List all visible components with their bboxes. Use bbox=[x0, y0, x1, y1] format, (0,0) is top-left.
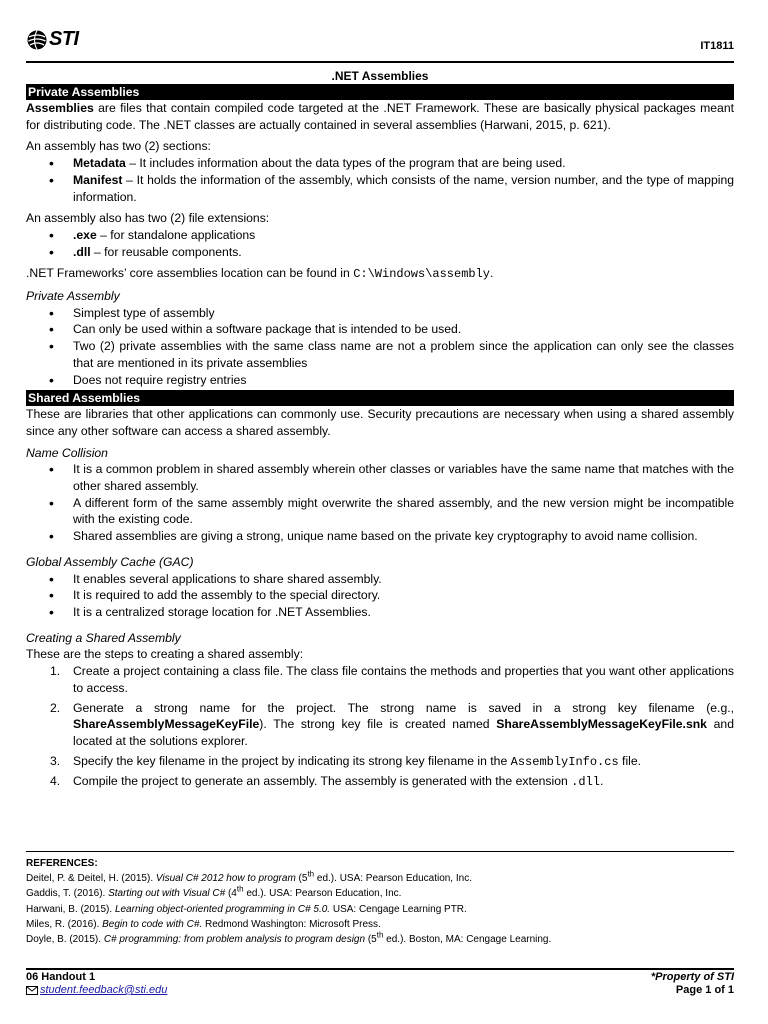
course-code: IT1811 bbox=[700, 40, 734, 52]
ref-text: (5 bbox=[295, 873, 308, 885]
item-desc: – for reusable components. bbox=[90, 244, 242, 259]
step-text: and located at the solutions explorer. bbox=[73, 717, 734, 748]
page-header bbox=[26, 24, 734, 62]
page-number: Page 1 of 1 bbox=[675, 984, 734, 996]
list-item: • It enables several applications to share shared assembly. bbox=[26, 571, 734, 588]
feedback-email-link[interactable]: student.feedback@sti.edu bbox=[40, 984, 168, 996]
ref-title: C# programming: from problem analysis to program design bbox=[103, 934, 366, 946]
item-desc: – It includes information about the data types of the program that are being used. bbox=[125, 156, 566, 171]
step-text: . bbox=[599, 774, 604, 789]
sections-lead: An assembly has two (2) sections: bbox=[26, 139, 211, 154]
step-text: Generate a strong name for the project. The strong name is saved in a strong key filename (e.g., bbox=[73, 700, 734, 715]
list-item: • It is required to add the assembly to the special directory. bbox=[26, 587, 734, 604]
property-label: *Property of STI bbox=[650, 971, 734, 983]
step-text: Create a project containing a class file. The class file contains the methods and properties that you want other applications to access. bbox=[73, 664, 734, 695]
creating-subtitle: Creating a Shared Assembly bbox=[26, 630, 181, 645]
ref-title: Learning object-oriented programming in C# 5.0. bbox=[114, 903, 331, 915]
item-term: Manifest bbox=[73, 172, 123, 187]
intro-bold-term: Assemblies bbox=[26, 101, 94, 115]
ref-author: Harwani, B. (2015). bbox=[26, 903, 115, 915]
name-collision-list bbox=[26, 461, 734, 545]
steps-list bbox=[26, 663, 734, 791]
ref-author: Doyle, B. (2015). bbox=[26, 934, 104, 946]
item-term: .dll bbox=[73, 244, 91, 259]
ref-title: Starting out with Visual C# bbox=[108, 888, 226, 900]
ref-text: USA: Cengage Learning PTR. bbox=[330, 903, 467, 915]
key-filename: ShareAssemblyMessageKeyFile bbox=[73, 717, 260, 732]
sections-list bbox=[26, 155, 734, 205]
ref-text: Redmond Washington: Microsoft Press. bbox=[202, 918, 381, 930]
ref-author: Miles, R. (2016). bbox=[26, 918, 103, 930]
list-item bbox=[26, 227, 734, 244]
location-text: .NET Frameworks’ core assemblies location can be found in bbox=[26, 266, 354, 281]
list-item: • It is a common problem in shared assembly wherein other classes or variables have the same name that matches with the other shared assembly. bbox=[26, 461, 734, 494]
intro-text: are files that contain compiled code targeted at the .NET Framework. These are basically physical packages meant for distributing code. The .NET classes are actually contained in several assemblies (Harwani, 2015, p. 621). bbox=[26, 101, 734, 132]
step-number: 1. bbox=[50, 664, 61, 679]
references-title: REFERENCES: bbox=[26, 858, 98, 869]
gac-subtitle: Global Assembly Cache (GAC) bbox=[26, 554, 194, 569]
header-rule bbox=[26, 61, 734, 63]
ref-text: ed.). Boston, MA: Cengage Learning. bbox=[383, 934, 552, 946]
list-item: • Simplest type of assembly bbox=[26, 305, 734, 322]
list-item: • Two (2) private assemblies with the same class name are not a problem since the application can only see the classes that are mentioned in its private assemblies bbox=[26, 338, 734, 371]
private-assembly-list bbox=[26, 305, 734, 389]
step-number: 3. bbox=[50, 753, 61, 768]
footer-right bbox=[651, 971, 734, 997]
reference-item bbox=[26, 871, 734, 886]
logo-text: STI bbox=[49, 28, 79, 50]
reference-item bbox=[26, 932, 734, 947]
section-heading-shared: Shared Assemblies bbox=[26, 390, 734, 406]
name-collision-subtitle: Name Collision bbox=[26, 445, 108, 460]
reference-item bbox=[26, 886, 734, 901]
code-filename: AssemblyInfo.cs bbox=[510, 754, 619, 769]
extensions-list bbox=[26, 227, 734, 260]
ref-sup: th bbox=[236, 885, 244, 895]
item-term: .exe bbox=[73, 227, 97, 242]
step-text: file. bbox=[618, 753, 642, 768]
step-text: ). The strong key file is created named bbox=[259, 717, 497, 732]
location-path: C:\Windows\assembly bbox=[353, 267, 491, 282]
list-item bbox=[26, 155, 734, 172]
list-item: • It is a centralized storage location for .NET Assemblies. bbox=[26, 604, 734, 621]
ref-author: Deitel, P. & Deitel, H. (2015). bbox=[26, 873, 156, 885]
footer-left bbox=[26, 971, 167, 997]
item-term: Metadata bbox=[73, 156, 126, 171]
ref-text: (5 bbox=[365, 934, 377, 946]
step-item bbox=[26, 753, 734, 771]
shared-intro: These are libraries that other applications can commonly use. Security precautions are necessary when using a shared assembly since any other software can access a shared assembly. bbox=[26, 407, 734, 438]
creating-lead: These are the steps to creating a shared assembly: bbox=[26, 647, 304, 662]
gac-list bbox=[26, 571, 734, 621]
handout-label: 06 Handout 1 bbox=[26, 971, 96, 983]
footer-rule bbox=[26, 968, 734, 970]
ref-text: ed.). USA: Pearson Education, Inc. bbox=[314, 873, 472, 885]
location-paragraph bbox=[26, 265, 734, 283]
step-item bbox=[26, 663, 734, 696]
document-page bbox=[26, 0, 734, 1024]
ref-title: Visual C# 2012 how to program bbox=[155, 873, 296, 885]
globe-icon bbox=[26, 29, 48, 51]
ref-text: ed.). USA: Pearson Education, Inc. bbox=[243, 888, 402, 900]
item-desc: – It holds the information of the assembly, which consists of the name, version number, and the type of mapping information. bbox=[73, 172, 734, 204]
references-rule bbox=[26, 851, 734, 852]
step-item bbox=[26, 773, 734, 791]
email-row bbox=[26, 984, 167, 997]
step-text: Compile the project to generate an assembly. The assembly is generated with the extension bbox=[73, 774, 572, 789]
extensions-lead: An assembly also has two (2) file extensions: bbox=[26, 211, 270, 226]
ref-author: Gaddis, T. (2016). bbox=[26, 888, 109, 900]
step-item bbox=[26, 700, 734, 750]
ref-text: (4 bbox=[225, 888, 237, 900]
list-item bbox=[26, 244, 734, 261]
ref-sup: th bbox=[376, 930, 384, 940]
mail-icon bbox=[26, 986, 38, 995]
step-number: 2. bbox=[50, 700, 61, 715]
list-item: • Does not require registry entries bbox=[26, 372, 734, 389]
item-desc: – for standalone applications bbox=[96, 227, 256, 242]
private-intro bbox=[26, 100, 734, 133]
step-number: 4. bbox=[50, 774, 61, 789]
document-title: .NET Assemblies bbox=[331, 69, 429, 83]
reference-item bbox=[26, 902, 734, 917]
list-item: • Shared assemblies are giving a strong, unique name based on the private key cryptography to avoid name collision. bbox=[26, 528, 734, 545]
code-extension: .dll bbox=[571, 775, 600, 790]
snk-filename: ShareAssemblyMessageKeyFile.snk bbox=[496, 717, 707, 732]
section-heading-private: Private Assemblies bbox=[26, 84, 734, 100]
list-item: • Can only be used within a software package that is intended to be used. bbox=[26, 321, 734, 338]
list-item: • A different form of the same assembly might overwrite the shared assembly, and the new version might be incompatible with the existing code. bbox=[26, 495, 734, 528]
step-text: Specify the key filename in the project by indicating its strong key filename in the bbox=[73, 753, 511, 768]
document-body bbox=[26, 68, 734, 794]
sti-logo bbox=[26, 28, 79, 51]
ref-sup: th bbox=[307, 869, 315, 879]
ref-title: Begin to code with C#. bbox=[102, 918, 203, 930]
private-assembly-subtitle: Private Assembly bbox=[26, 289, 120, 304]
location-end: . bbox=[490, 266, 494, 281]
list-item bbox=[26, 172, 734, 205]
references bbox=[26, 856, 734, 947]
